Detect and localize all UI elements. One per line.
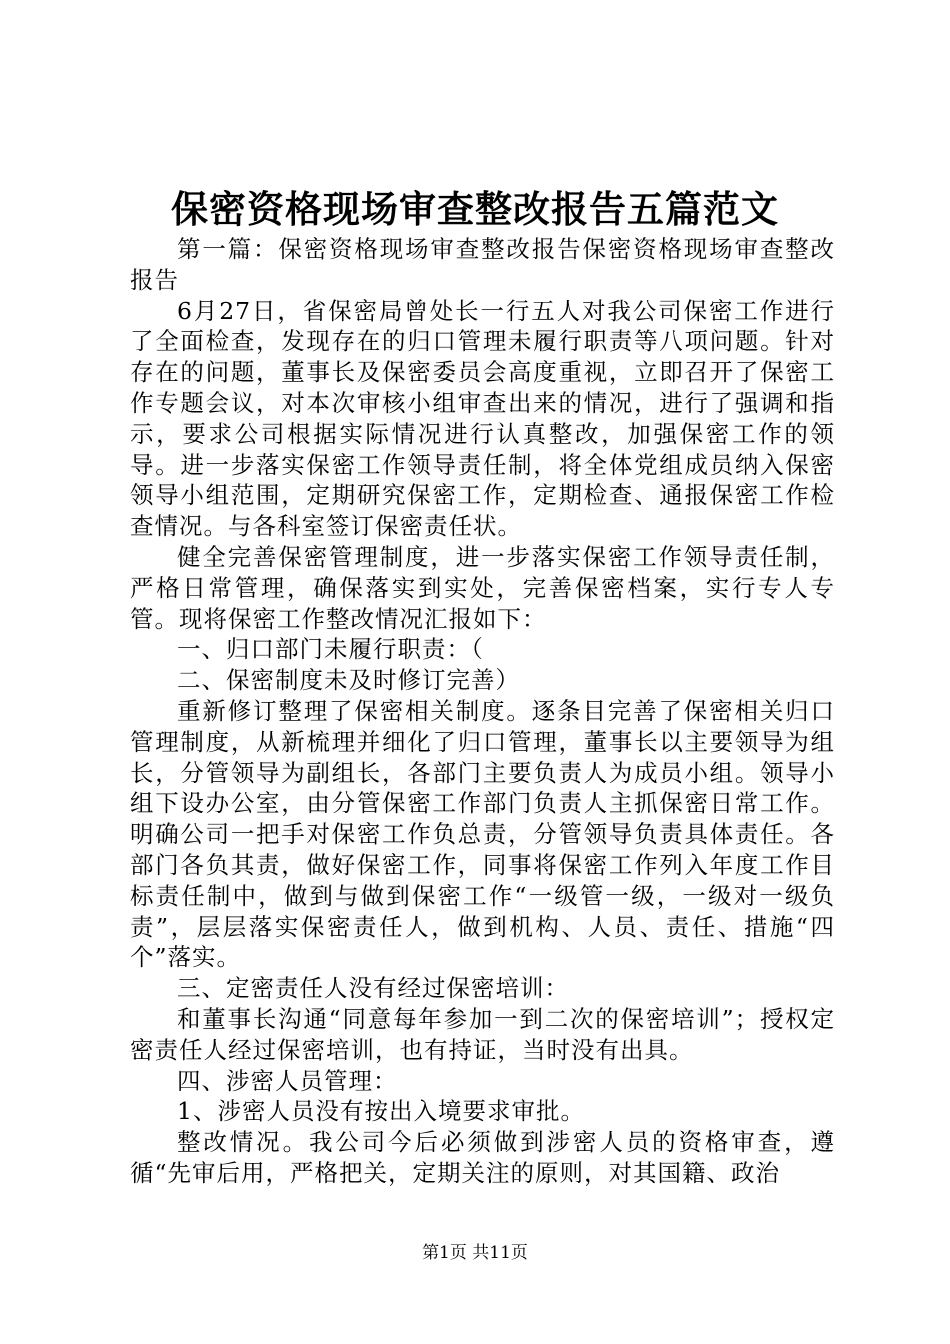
paragraph: 1、涉密人员没有按出入境要求审批。 (177, 1097, 585, 1126)
paragraph: 四、涉密人员管理： (177, 1066, 398, 1095)
paragraph: 第一篇：保密资格现场审查整改报告保密资格现场审查整改报告 (130, 235, 835, 294)
paragraph: 重新修订整理了保密相关制度。逐条目完善了保密相关归口管理制度，从新梳理并细化了归口管理，董事长以主要领导为组长，分管领导为副组长，各部门主要负责人为成员小组。领导小组下设办公室，由分管保密工作部门负责人主抓保密日常工作。明确公司一把手对保密工作负总责，分管领导负责具体责任。各部门各负其责，做好保密工作，同事将保密工作列入年度工作目标责任制中，做到与做到保密工作“一级管一级，一级对一级负责”，层层落实保密责任人，做到机构、人员、责任、措施“四个”落实。 (130, 696, 835, 972)
page-footer: 第1页 共11页 (422, 1243, 528, 1263)
paragraph: 三、定密责任人没有经过保密培训： (177, 974, 569, 1003)
paragraph: 二、保密制度未及时修订完善） (177, 666, 520, 695)
paragraph: 和董事长沟通“同意每年参加一到二次的保密培训”；授权定密责任人经过保密培训，也有持证，当时没有出具。 (130, 1004, 835, 1064)
document-title: 保密资格现场审查整改报告五篇范文 (171, 187, 779, 231)
paragraph: 整改情况。我公司今后必须做到涉密人员的资格审查，遵循“先审后用，严格把关，定期关注的原则，对其国籍、政治 (130, 1128, 835, 1187)
document-body (130, 234, 835, 1189)
paragraph: 一、归口部门未履行职责：（ (177, 635, 484, 664)
paragraph: 健全完善保密管理制度，进一步落实保密工作领导责任制，严格日常管理，确保落实到实处，完善保密档案，实行专人专管。现将保密工作整改情况汇报如下： (130, 542, 835, 633)
paragraph: 6月27日，省保密局曾处长一行五人对我公司保密工作进行了全面检查，发现存在的归口管理未履行职责等八项问题。针对存在的问题，董事长及保密委员会高度重视，立即召开了保密工作专题会议，对本次审核小组审查出来的情况，进行了强调和指示，要求公司根据实际情况进行认真整改，加强保密工作的领导。进一步落实保密工作领导责任制，将全体党组成员纳入保密领导小组范围，定期研究保密工作，定期检查、通报保密工作检查情况。与各科室签订保密责任状。 (130, 296, 835, 541)
